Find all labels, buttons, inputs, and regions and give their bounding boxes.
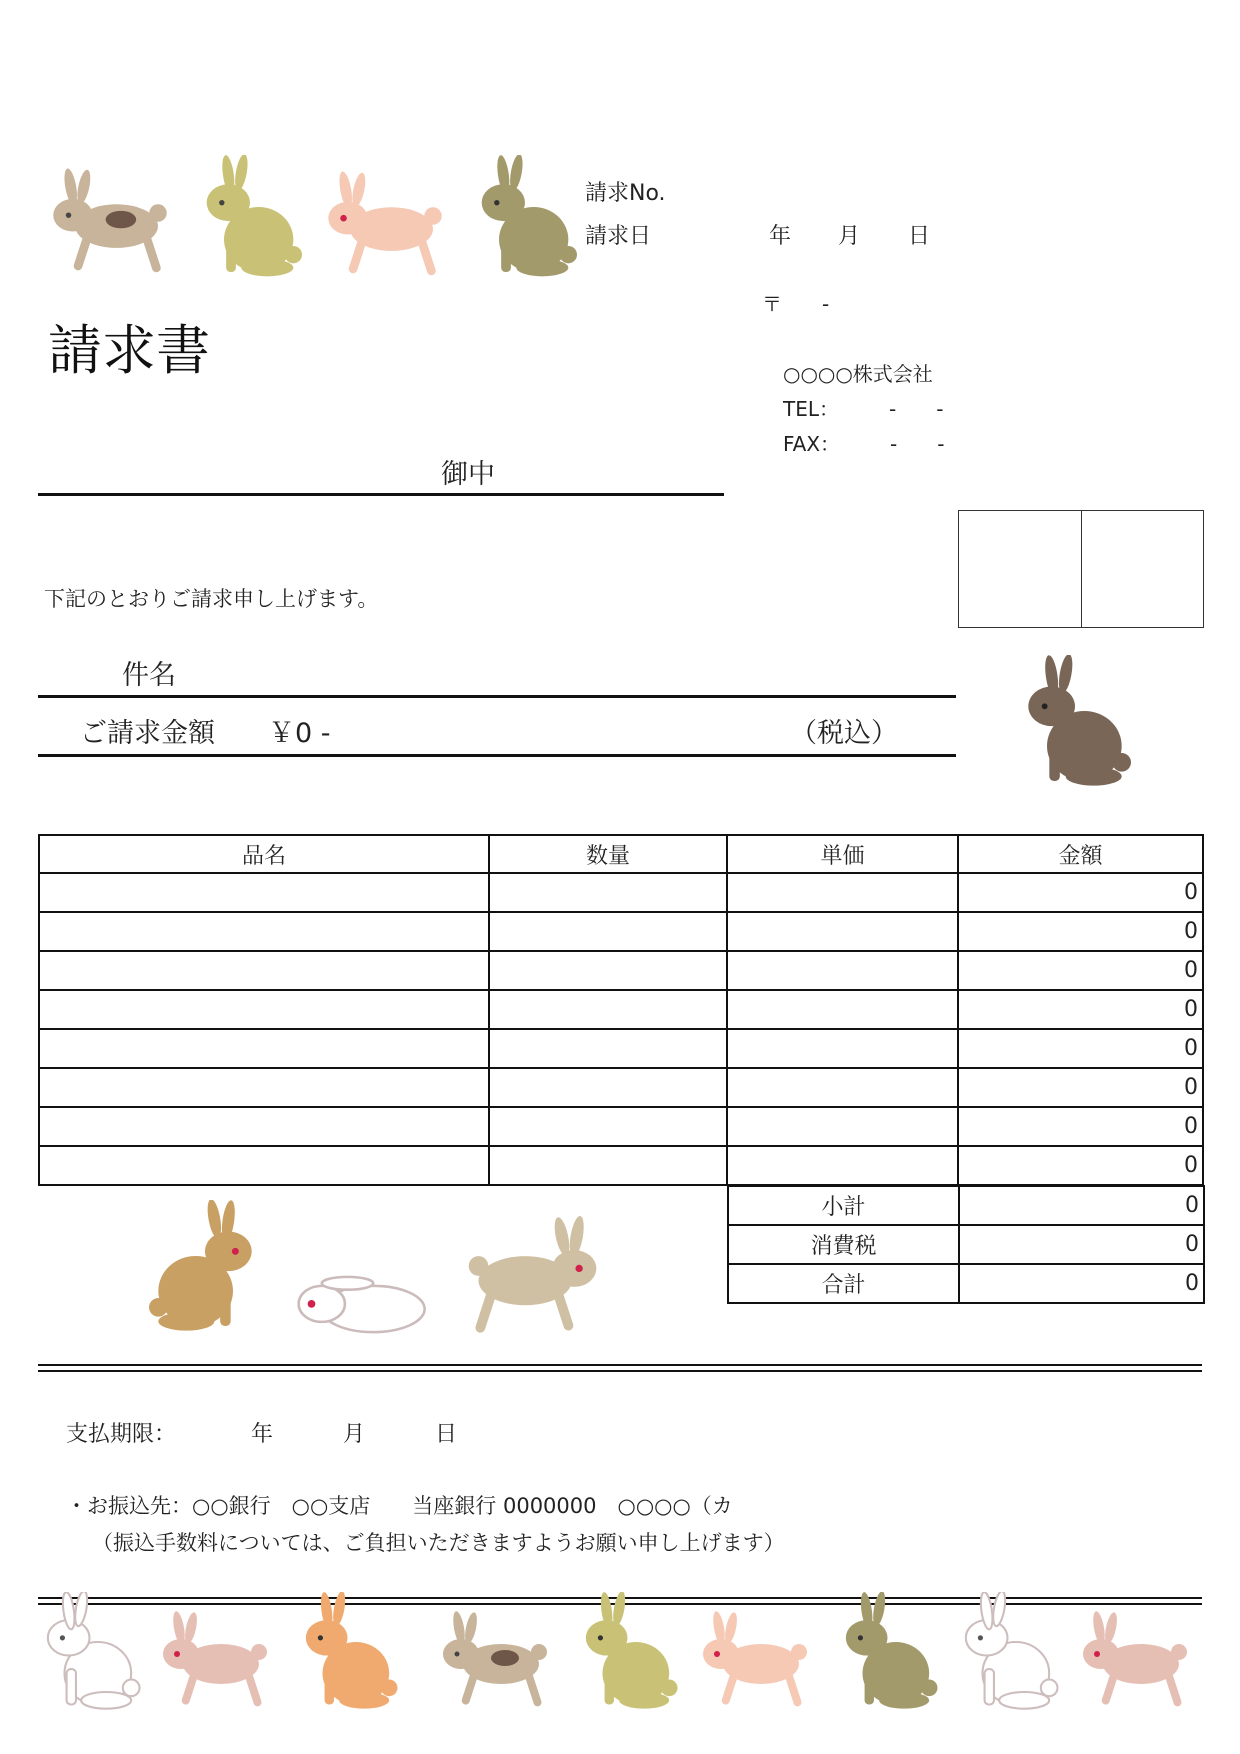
cell-qty[interactable] xyxy=(489,990,727,1029)
invoice-date-month: 月 xyxy=(838,224,861,249)
tax-value: 0 xyxy=(959,1225,1204,1264)
cell-item[interactable] xyxy=(39,1029,489,1068)
rabbit-icon xyxy=(455,1212,610,1347)
rabbit-icon xyxy=(32,1592,147,1717)
cell-amount: 0 xyxy=(958,1146,1203,1185)
divider xyxy=(38,1364,1202,1366)
table-header-row xyxy=(39,835,1203,873)
rabbit-icon xyxy=(290,1592,405,1717)
rabbit-icon xyxy=(690,1608,820,1718)
cell-price[interactable] xyxy=(727,1068,958,1107)
cell-price[interactable] xyxy=(727,912,958,951)
subtotal-value: 0 xyxy=(959,1186,1204,1225)
cell-price[interactable] xyxy=(727,1107,958,1146)
rabbit-icon xyxy=(465,155,585,285)
total-row xyxy=(728,1264,1204,1303)
cell-amount: 0 xyxy=(958,990,1203,1029)
cell-price[interactable] xyxy=(727,990,958,1029)
rabbit-icon xyxy=(950,1592,1065,1717)
invoice-no-label: 請求No. xyxy=(585,181,666,206)
invoice-date-year: 年 xyxy=(769,224,792,249)
cell-qty[interactable] xyxy=(489,1029,727,1068)
subtotal-row xyxy=(728,1186,1204,1225)
table-row xyxy=(39,1146,1203,1185)
invoice-date-label: 請求日 xyxy=(585,224,652,249)
cell-qty[interactable] xyxy=(489,1146,727,1185)
due-date-year: 年 xyxy=(251,1422,274,1447)
cell-item[interactable] xyxy=(39,1107,489,1146)
cell-amount: 0 xyxy=(958,1107,1203,1146)
bank-info: ・お振込先：○○銀行 ○○支店 当座銀行 0000000 ○○○○（カ xyxy=(66,1494,733,1518)
company-name: ○○○○株式会社 xyxy=(783,362,933,386)
rabbit-icon xyxy=(1070,1608,1200,1718)
table-row xyxy=(39,990,1203,1029)
header-item-name: 品名 xyxy=(39,835,489,873)
stamp-box xyxy=(959,511,1082,627)
amount-underline xyxy=(38,754,956,757)
total-label: 合計 xyxy=(728,1264,959,1303)
cell-qty[interactable] xyxy=(489,951,727,990)
subject-underline xyxy=(38,695,956,698)
recipient-suffix: 御中 xyxy=(441,459,495,490)
recipient-underline xyxy=(38,493,724,496)
cell-item[interactable] xyxy=(39,873,489,912)
cell-qty[interactable] xyxy=(489,1107,727,1146)
rabbit-icon xyxy=(1010,655,1140,795)
cell-qty[interactable] xyxy=(489,912,727,951)
table-row xyxy=(39,912,1203,951)
rabbit-icon xyxy=(288,1255,443,1345)
fee-note: （振込手数料については、ご負担いただきますようお願い申し上げます） xyxy=(92,1531,785,1555)
stamp-boxes xyxy=(958,510,1204,628)
totals-table xyxy=(727,1185,1205,1304)
due-date-label: 支払期限： xyxy=(66,1422,177,1447)
rabbit-icon xyxy=(570,1592,685,1717)
cell-item[interactable] xyxy=(39,990,489,1029)
page-title: 請求書 xyxy=(48,319,210,382)
rabbit-icon xyxy=(140,1200,270,1340)
table-row xyxy=(39,1068,1203,1107)
tax-row xyxy=(728,1225,1204,1264)
table-row xyxy=(39,1029,1203,1068)
rabbit-icon xyxy=(190,155,310,285)
cell-amount: 0 xyxy=(958,873,1203,912)
tax-label: 消費税 xyxy=(728,1225,959,1264)
items-table xyxy=(38,834,1204,1186)
cell-qty[interactable] xyxy=(489,873,727,912)
total-value: 0 xyxy=(959,1264,1204,1303)
cell-amount: 0 xyxy=(958,912,1203,951)
rabbit-icon xyxy=(150,1608,280,1718)
intro-text: 下記のとおりご請求申し上げます。 xyxy=(44,587,379,611)
divider xyxy=(38,1370,1202,1372)
rabbit-icon xyxy=(830,1592,945,1717)
cell-item[interactable] xyxy=(39,951,489,990)
header-amount: 金額 xyxy=(958,835,1203,873)
postal-code: 〒 - xyxy=(762,292,830,316)
table-row xyxy=(39,873,1203,912)
company-tel: TEL： - - xyxy=(783,397,944,421)
due-date-month: 月 xyxy=(343,1422,366,1447)
subject-label: 件名 xyxy=(122,660,176,691)
due-date-day: 日 xyxy=(435,1422,458,1447)
subtotal-label: 小計 xyxy=(728,1186,959,1225)
header-quantity: 数量 xyxy=(489,835,727,873)
table-row xyxy=(39,951,1203,990)
cell-item[interactable] xyxy=(39,912,489,951)
rabbit-icon xyxy=(40,165,180,285)
amount-value: ￥0 - xyxy=(268,718,331,749)
tax-note: （税込） xyxy=(790,718,898,749)
rabbit-icon xyxy=(315,168,455,288)
cell-item[interactable] xyxy=(39,1146,489,1185)
table-row xyxy=(39,1107,1203,1146)
cell-amount: 0 xyxy=(958,951,1203,990)
amount-label: ご請求金額 xyxy=(80,718,215,749)
invoice-date-day: 日 xyxy=(908,224,931,249)
cell-item[interactable] xyxy=(39,1068,489,1107)
cell-amount: 0 xyxy=(958,1068,1203,1107)
company-fax: FAX： - - xyxy=(783,432,945,456)
cell-price[interactable] xyxy=(727,951,958,990)
rabbit-icon xyxy=(430,1608,560,1718)
stamp-box xyxy=(1082,511,1204,627)
cell-price[interactable] xyxy=(727,873,958,912)
cell-price[interactable] xyxy=(727,1146,958,1185)
cell-qty[interactable] xyxy=(489,1068,727,1107)
cell-price[interactable] xyxy=(727,1029,958,1068)
cell-amount: 0 xyxy=(958,1029,1203,1068)
header-unit-price: 単価 xyxy=(727,835,958,873)
